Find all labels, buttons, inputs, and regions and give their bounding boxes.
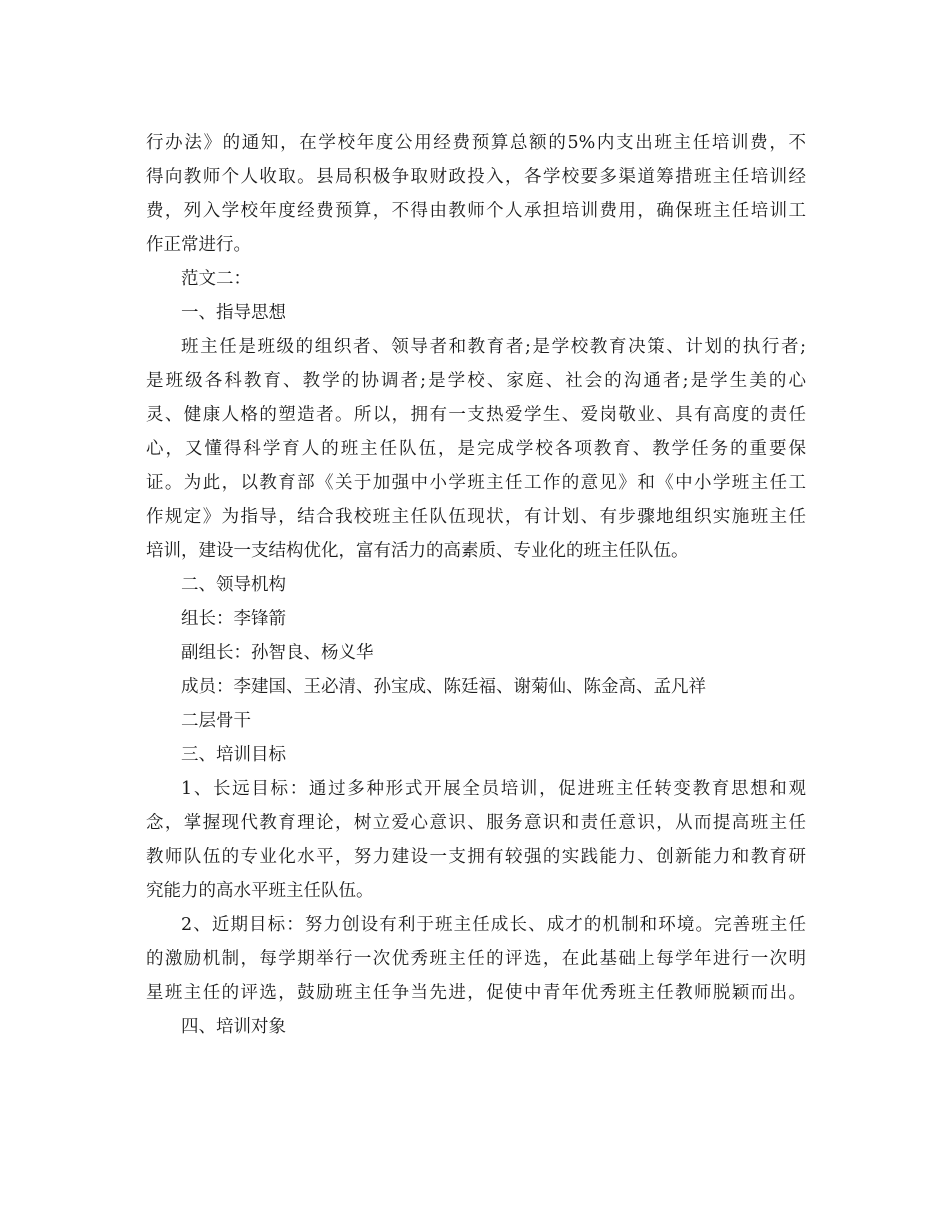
text-line: 成员：李建国、王必清、孙宝成、陈廷福、谢菊仙、陈金高、孟凡祥 [181, 677, 706, 697]
text-line: 2、近期目标：努力创设有利于班主任成长、成才的机制和环境。完善班主任 [181, 915, 806, 935]
text-line: 作正常进行。 [146, 235, 251, 255]
text-line: 是班级各科教育、教学的协调者;是学校、家庭、社会的沟通者;是学生美的心 [146, 371, 806, 391]
text-line: 四、培训对象 [181, 1017, 286, 1037]
text-line: 作规定》为指导，结合我校班主任队伍现状，有计划、有步骤地组织实施班主任 [146, 507, 806, 527]
text-line: 二层骨干 [181, 711, 251, 731]
text-line: 培训，建设一支结构优化，富有活力的高素质、专业化的班主任队伍。 [146, 541, 689, 561]
text-line: 范文二： [181, 269, 251, 289]
text-line: 一、指导思想 [181, 303, 286, 323]
text-line: 的激励机制，每学期举行一次优秀班主任的评选，在此基础上每学年进行一次明 [146, 949, 806, 969]
text-line: 班主任是班级的组织者、领导者和教育者;是学校教育决策、计划的执行者; [181, 337, 806, 357]
text-line: 念，掌握现代教育理论，树立爱心意识、服务意识和责任意识，从而提高班主任 [146, 813, 806, 833]
text-line: 星班主任的评选，鼓励班主任争当先进，促使中青年优秀班主任教师脱颖而出。 [146, 983, 806, 1003]
document-page [146, 126, 806, 1044]
text-line: 究能力的高水平班主任队伍。 [146, 881, 374, 901]
text-line: 证。为此，以教育部《关于加强中小学班主任工作的意见》和《中小学班主任工 [146, 473, 806, 493]
text-line: 行办法》的通知，在学校年度公用经费预算总额的5%内支出班主任培训费，不 [146, 133, 806, 153]
text-line: 费，列入学校年度经费预算，不得由教师个人承担培训费用，确保班主任培训工 [146, 201, 806, 221]
text-line: 1、长远目标：通过多种形式开展全员培训，促进班主任转变教育思想和观 [181, 779, 806, 799]
text-line: 得向教师个人收取。县局积极争取财政投入，各学校要多渠道筹措班主任培训经 [146, 167, 806, 187]
text-line: 心，又懂得科学育人的班主任队伍，是完成学校各项教育、教学任务的重要保 [146, 439, 806, 459]
text-line: 二、领导机构 [181, 575, 286, 595]
text-line: 灵、健康人格的塑造者。所以，拥有一支热爱学生、爱岗敬业、具有高度的责任 [146, 405, 806, 425]
text-line: 组长：李锋箭 [181, 609, 286, 629]
text-line: 三、培训目标 [181, 745, 286, 765]
text-line: 副组长：孙智良、杨义华 [181, 643, 374, 663]
text-line: 教师队伍的专业化水平，努力建设一支拥有较强的实践能力、创新能力和教育研 [146, 847, 806, 867]
